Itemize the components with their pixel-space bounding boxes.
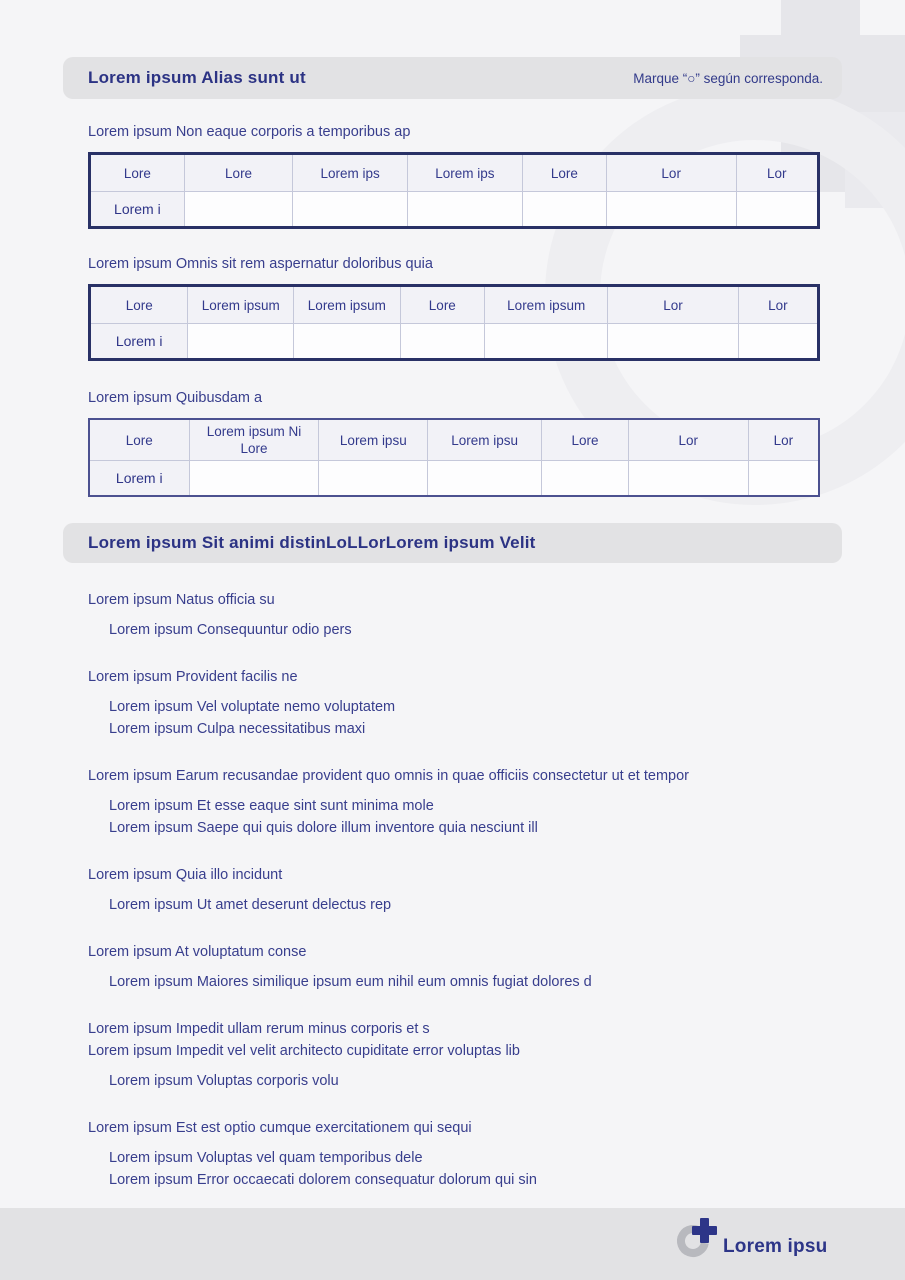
answer-cell[interactable] xyxy=(189,461,319,497)
answer-cell[interactable] xyxy=(738,324,818,360)
table-row xyxy=(90,192,819,228)
column-header: Lore xyxy=(89,419,189,461)
column-header: Lorem ips xyxy=(293,154,407,192)
column-header: Lorem ipsum xyxy=(294,286,400,324)
list-subitem: Lorem ipsum Voluptas corporis volu xyxy=(109,1073,339,1089)
answer-cell[interactable] xyxy=(407,192,522,228)
column-header: Lore xyxy=(184,154,293,192)
column-header: Lor xyxy=(748,419,819,461)
list-group xyxy=(88,864,833,916)
list-subitem: Lorem ipsum Ut amet deserunt delectus rep xyxy=(109,897,392,913)
answer-cell[interactable] xyxy=(188,324,294,360)
column-header: Lorem ipsum Ni Lore xyxy=(189,419,319,461)
column-header: Lor xyxy=(738,286,818,324)
question-section-3 xyxy=(88,389,820,497)
brand-name: Lorem ipsu xyxy=(723,1236,828,1257)
response-table-1 xyxy=(88,152,820,229)
response-table-3 xyxy=(88,418,820,497)
table-header-row xyxy=(90,154,819,192)
answer-cell[interactable] xyxy=(294,324,400,360)
answer-cell[interactable] xyxy=(522,192,606,228)
list-item: Lorem ipsum Provident facilis ne xyxy=(88,669,298,685)
list-subitem: Lorem ipsum Et esse eaque sint sunt minima mole xyxy=(109,798,434,814)
column-header: Lore xyxy=(522,154,606,192)
list-subitem: Lorem ipsum Error occaecati dolorem consequatur dolorum qui sin xyxy=(109,1172,537,1188)
list-item: Lorem ipsum Natus officia su xyxy=(88,592,275,608)
marking-instruction: Marque “○” según corresponda. xyxy=(633,70,823,86)
row-label: Lorem i xyxy=(89,461,189,497)
answer-cell[interactable] xyxy=(736,192,818,228)
instruction-list xyxy=(88,589,833,1191)
column-header: Lor xyxy=(608,286,738,324)
column-header: Lore xyxy=(542,419,629,461)
section-label: Lorem ipsum Non eaque corporis a temporibus ap xyxy=(88,124,411,140)
table-header-row xyxy=(90,286,819,324)
table-row xyxy=(90,324,819,360)
footer xyxy=(0,1208,905,1280)
answer-cell[interactable] xyxy=(542,461,629,497)
answer-cell[interactable] xyxy=(608,324,738,360)
column-header: Lore xyxy=(400,286,485,324)
column-header: Lorem ipsu xyxy=(428,419,542,461)
list-group xyxy=(88,941,833,993)
question-section-1 xyxy=(88,123,820,229)
question-section-2 xyxy=(88,255,820,361)
brand-logo xyxy=(674,1214,827,1260)
answer-cell[interactable] xyxy=(319,461,428,497)
column-header: Lore xyxy=(90,154,185,192)
answer-cell[interactable] xyxy=(628,461,748,497)
section-header-2 xyxy=(63,523,842,563)
answer-cell[interactable] xyxy=(400,324,485,360)
row-label: Lorem i xyxy=(90,324,188,360)
column-header: Lorem ipsum xyxy=(188,286,294,324)
answer-cell[interactable] xyxy=(748,461,819,497)
list-group xyxy=(88,765,833,839)
section-label: Lorem ipsum Quibusdam a xyxy=(88,390,263,406)
list-subitem: Lorem ipsum Saepe qui quis dolore illum inventore quia nesciunt ill xyxy=(109,820,538,836)
list-group xyxy=(88,1018,833,1092)
response-table-2 xyxy=(88,284,820,361)
list-group xyxy=(88,666,833,740)
table-row xyxy=(89,461,819,497)
list-item: Lorem ipsum Est est optio cumque exercitationem qui sequi xyxy=(88,1120,472,1136)
answer-cell[interactable] xyxy=(184,192,293,228)
table-header-row xyxy=(89,419,819,461)
list-item: Lorem ipsum Earum recusandae provident quo omnis in quae officiis consectetur ut et tempor xyxy=(88,768,689,784)
list-subitem: Lorem ipsum Culpa necessitatibus maxi xyxy=(109,721,366,737)
list-group xyxy=(88,589,833,641)
section-label: Lorem ipsum Omnis sit rem aspernatur doloribus quia xyxy=(88,256,433,272)
list-subitem: Lorem ipsum Voluptas vel quam temporibus dele xyxy=(109,1150,423,1166)
list-item: Lorem ipsum Impedit ullam rerum minus corporis et s xyxy=(88,1021,430,1037)
list-item: Lorem ipsum Impedit vel velit architecto cupiditate error voluptas lib xyxy=(88,1043,520,1059)
column-header: Lorem ipsu xyxy=(319,419,428,461)
answer-cell[interactable] xyxy=(485,324,608,360)
column-header: Lor xyxy=(628,419,748,461)
column-header: Lorem ips xyxy=(407,154,522,192)
list-item: Lorem ipsum At voluptatum conse xyxy=(88,944,307,960)
section-title: Lorem ipsum Alias sunt ut xyxy=(88,68,306,87)
list-group xyxy=(88,1117,833,1191)
logo-c-plus-icon xyxy=(674,1214,722,1260)
answer-cell[interactable] xyxy=(428,461,542,497)
section-header-1 xyxy=(63,57,842,99)
row-label: Lorem i xyxy=(90,192,185,228)
section-title: Lorem ipsum Sit animi distinLoLLorLorem ipsum Velit xyxy=(88,533,536,552)
list-item: Lorem ipsum Quia illo incidunt xyxy=(88,867,283,883)
list-subitem: Lorem ipsum Consequuntur odio pers xyxy=(109,622,352,638)
column-header: Lorem ipsum xyxy=(485,286,608,324)
column-header: Lor xyxy=(736,154,818,192)
column-header: Lor xyxy=(606,154,736,192)
answer-cell[interactable] xyxy=(606,192,736,228)
list-subitem: Lorem ipsum Vel voluptate nemo voluptatem xyxy=(109,699,396,715)
answer-cell[interactable] xyxy=(293,192,407,228)
column-header: Lore xyxy=(90,286,188,324)
list-subitem: Lorem ipsum Maiores similique ipsum eum nihil eum omnis fugiat dolores d xyxy=(109,974,592,990)
